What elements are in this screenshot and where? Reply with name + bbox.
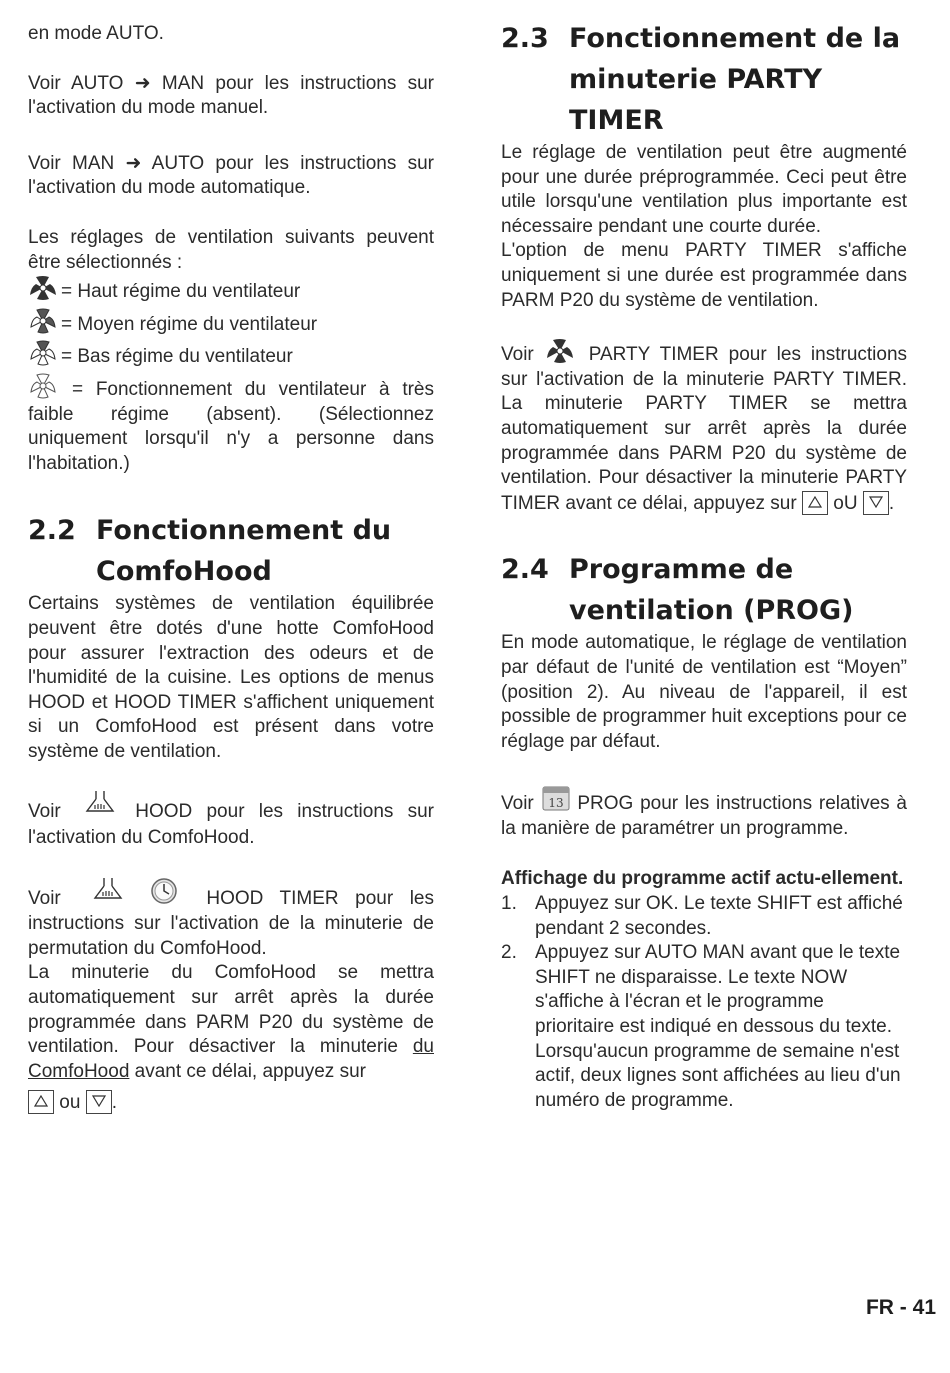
text: MAN pour les instructions sur l'activation du mode manuel. <box>28 72 435 119</box>
page-number: FR - 41 <box>865 1296 936 1319</box>
paragraph: L'option de menu PARTY TIMER s'affiche uniquement si une durée est programmée dans PARM P20 du système de ventilation. <box>501 240 907 311</box>
section-number: 2.2 <box>28 515 76 547</box>
section-heading-2-4 <box>501 549 907 631</box>
text: Voir <box>28 888 61 910</box>
text: = Bas régime du ventilateur <box>61 346 293 368</box>
text: avant ce délai, appuyez sur <box>134 1060 366 1082</box>
list-number: 1. <box>501 893 517 915</box>
text: . <box>111 1092 117 1114</box>
bold-heading: Affichage du programme actif actu-ellement. <box>501 868 904 890</box>
right-column <box>501 22 907 1113</box>
arrow-right-icon: ➜ <box>125 152 142 174</box>
paragraph <box>501 338 907 516</box>
paragraph <box>28 152 434 201</box>
paragraph: en mode AUTO. <box>28 23 164 44</box>
text: PROG pour les instructions relatives à la manière de paramétrer un programme. <box>501 793 907 839</box>
paragraph <box>28 72 434 121</box>
text: HOOD pour les instructions sur l'activation du ComfoHood. <box>28 801 435 849</box>
list-number: 2. <box>501 942 517 964</box>
paragraph: En mode automatique, le réglage de ventilation par défaut de l'unité de ventilation est “Moyen” (position 2). Au niveau de l'appareil, il est possible de programmer huit exceptions pour ce réglage par défaut. <box>501 632 907 752</box>
list-text: Appuyez sur OK. Le texte SHIFT est affiché pendant 2 secondes. <box>535 893 903 939</box>
text: ou <box>59 1092 81 1114</box>
text: du ComfoHood <box>28 1036 434 1082</box>
section-number: 2.3 <box>501 23 549 54</box>
text: . <box>888 492 895 514</box>
up-button-icon <box>28 1090 54 1114</box>
section-heading-2-2 <box>28 510 434 592</box>
text: = Moyen régime du ventilateur <box>61 313 318 335</box>
section-heading-2-3 <box>501 18 907 141</box>
paragraph <box>28 876 434 961</box>
section-title: Programme de ventilation (PROG) <box>569 554 854 627</box>
section-number: 2.4 <box>501 554 549 586</box>
fan-setting-medium <box>28 308 434 338</box>
paragraph: Le réglage de ventilation peut être augmenté pour une durée préprogrammée. Ceci peut être utile lorsqu'une ventilation plus importante est nécessaire pendant une courte durée. <box>501 142 907 237</box>
calendar-icon <box>541 784 571 812</box>
text: Voir AUTO <box>28 72 124 94</box>
section-title: Fonctionnement du ComfoHood <box>96 515 392 588</box>
fan-medium-icon <box>28 308 58 334</box>
text: Voir <box>28 801 61 823</box>
fan-off-icon <box>28 373 58 399</box>
fan-setting-high <box>28 275 434 305</box>
text: = Fonctionnement du ventilateur à très faible régime (absent). (Sélectionnez uniquement lorsqu'il n'y a personne dans l'habitation.) <box>28 378 434 474</box>
section-title: Fonctionnement de la minuterie PARTY TIMER <box>569 23 901 136</box>
text: AUTO pour les instructions sur l'activation du mode automatique. <box>28 152 435 199</box>
paragraph <box>501 784 907 841</box>
text: Voir MAN <box>28 152 115 174</box>
calendar-day: 13 <box>547 796 564 811</box>
text: oU <box>833 492 858 514</box>
paragraph <box>28 789 434 851</box>
fan-high-icon <box>28 275 58 301</box>
text: Voir <box>501 344 534 366</box>
list-item <box>501 941 907 1113</box>
paragraph: Certains systèmes de ventilation équilibrée peuvent être dotés d'une hotte ComfoHood pour assurer l'extraction des odeurs et de l'humidité de la cuisine. Les options de menus HOOD et HOOD TIMER s'affichent uniquement si un ComfoHood est présent dans votre système de ventilation. <box>28 593 434 762</box>
text: Voir <box>501 793 534 815</box>
text: HOOD TIMER pour les instructions sur l'activation de la minuterie de permutation du ComfoHood. <box>28 888 435 960</box>
text: PARTY TIMER pour les instructions sur l'activation de la minuterie PARTY TIMER. La minuterie PARTY TIMER se mettra automatiquement sur arrêt après la durée programmée dans PARM P20 du système de ventilation. Pour désactiver la minuterie PARTY TIMER avant ce délai, appuyez sur <box>501 344 908 514</box>
text: = Haut régime du ventilateur <box>61 281 301 303</box>
left-column <box>28 22 434 1116</box>
down-button-icon <box>86 1090 112 1114</box>
arrow-right-icon: ➜ <box>134 72 151 94</box>
list-text: Appuyez sur AUTO MAN avant que le texte SHIFT ne disparaisse. Le texte NOW s'affiche à l'écran et le programme prioritaire est indiqué en dessous du texte. Lorsqu'aucun programme de semaine n'est actif, deux lignes sont affichées au lieu d'un numéro de programme. <box>535 942 901 1111</box>
timer-icon <box>148 876 180 906</box>
list-item <box>501 892 907 941</box>
text: La minuterie du ComfoHood se mettra automatiquement sur arrêt après la durée programmée dans PARM P20 du système de ventilation. Pour désactiver la minuterie <box>28 962 434 1058</box>
hood-icon <box>83 789 117 819</box>
down-button-icon <box>863 491 889 515</box>
hood-icon <box>91 876 125 906</box>
party-fan-icon <box>544 338 576 364</box>
fan-low-icon <box>28 340 58 366</box>
paragraph: Les réglages de ventilation suivants peuvent être sélectionnés : <box>28 226 434 273</box>
fan-setting-off <box>28 373 434 476</box>
up-button-icon <box>802 491 828 515</box>
instruction-list <box>501 892 907 1113</box>
paragraph <box>28 961 434 1116</box>
fan-setting-low <box>28 340 434 370</box>
